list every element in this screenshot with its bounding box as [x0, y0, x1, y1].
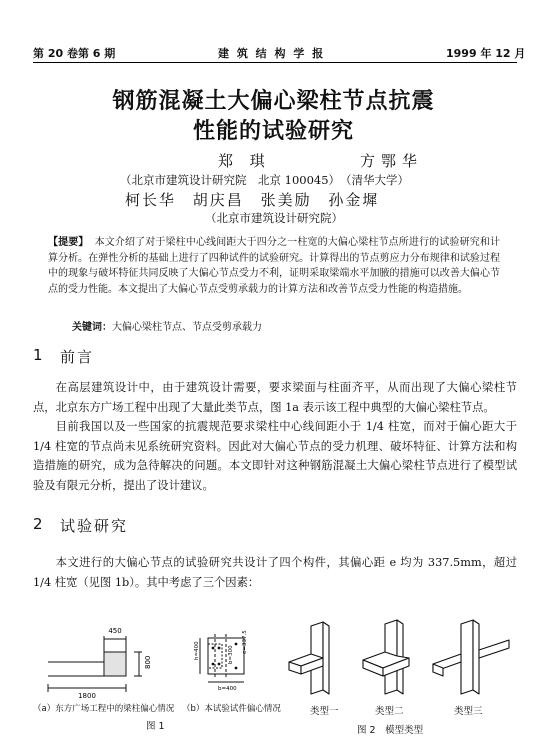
keywords-text: 大偏心梁柱节点、节点受剪承载力	[112, 322, 262, 333]
dim-eccentricity: e=337.5	[242, 630, 248, 654]
dim-450: 450	[108, 627, 122, 635]
figure2-drawing	[283, 620, 523, 702]
figure2-label: 图 2 模型类型	[357, 725, 424, 736]
journal-name: 建 筑 结 构 学 报	[218, 47, 326, 60]
section1-number: 1	[33, 346, 43, 364]
dim-800: 800	[144, 655, 152, 669]
section2-paragraph1: 本文进行的大偏心节点的试验研究共设计了四个构件，其偏心距 e 均为 337.5mm，超过 1/4 柱宽（见图 1b）。其中考虑了三个因素：	[33, 556, 517, 589]
author-zhang: 张美励	[260, 191, 312, 209]
journal-date: 1999 年 12 月	[446, 47, 526, 60]
section1-paragraph1: 在高层建筑设计中，由于建筑设计需要，要求梁面与柱面齐平，从而出现了大偏心梁柱节点，北京东方广场工程中出现了大量此类节点，图 1a 表示该工程中典型的大偏心梁柱节点。	[33, 381, 517, 414]
authors-row2	[125, 189, 379, 210]
dim-1800: 1800	[78, 692, 96, 700]
affiliation-line1: （北京市建筑设计研究院 北京 100045） （清华大学）	[120, 173, 410, 187]
author-fang: 方鄂华	[360, 152, 424, 170]
dim-b300: b=300	[228, 645, 234, 664]
keywords	[72, 318, 262, 333]
author-zheng: 郑 琪	[218, 152, 271, 170]
section1-title: 前言	[60, 348, 95, 366]
model-type1-sketch	[289, 622, 329, 694]
affiliation-line2: （北京市建筑设计研究院）	[205, 211, 343, 225]
figure1-label: 图 1	[146, 721, 165, 732]
abstract-text: 本文介绍了对于梁柱中心线间距大于四分之一柱宽的大偏心梁柱节点所进行的试验研究和计算分析。在弹性分析的基础上进行了四种试件的试验研究。计算得出的节点剪应力分布规律和试验过程中的现象与破坏特征共同反映了大偏心节点受力不利，证明采取梁端水平加腋的措施可以改善大偏心节点的受力性能。本文提出了大偏心节点受剪承载力的计算方法和改善节点受力性能的构造措施。	[48, 237, 501, 295]
figure1b-caption: （b）本试验试件偏心情况	[182, 704, 281, 714]
author-hu: 胡庆昌	[192, 191, 244, 209]
model-type3-sketch	[433, 620, 509, 694]
model-type2-sketch	[363, 620, 409, 694]
journal-volume: 第 20 卷第 6 期	[33, 47, 116, 60]
figure1a-caption: （a）东方广场工程中的梁柱偏心情况	[33, 704, 175, 714]
keywords-label: 关键词：	[72, 322, 112, 333]
section1-body	[33, 378, 517, 496]
section2-title: 试验研究	[60, 517, 129, 535]
figure1a-drawing	[30, 622, 180, 700]
figure2-type2-label: 类型二	[375, 706, 404, 717]
header-rule	[33, 62, 517, 63]
section2-body	[33, 553, 517, 592]
paper-title-line2: 性能的试验研究	[192, 119, 354, 144]
dim-h400: h=400	[194, 641, 200, 660]
abstract	[48, 235, 500, 297]
section1-paragraph2: 目前我国以及一些国家的抗震规范要求梁柱中心线间距小于 1/4 柱宽，而对于偏心距大于 1/4 柱宽的节点尚未见系统研究资料。因此对大偏心节点的受力机理、破坏特征、计算方法和构造措施的研究，成为急待解决的问题。本文即针对这种钢筋混凝土大偏心梁柱节点进行了模型试验及有限元分析，提出了设计建议。	[33, 420, 517, 492]
author-ke: 柯长华	[125, 191, 177, 209]
author-sun: 孙金墀	[328, 191, 380, 209]
abstract-label: 【提要】	[48, 237, 89, 248]
figure2-type1-label: 类型一	[310, 706, 339, 717]
paper-title-line1: 钢筋混凝土大偏心梁柱节点抗震	[112, 89, 435, 114]
section2-number: 2	[33, 515, 43, 533]
figure2-type3-label: 类型三	[454, 706, 483, 717]
dim-b400: b=400	[218, 686, 237, 692]
figure1b-drawing	[180, 630, 280, 692]
